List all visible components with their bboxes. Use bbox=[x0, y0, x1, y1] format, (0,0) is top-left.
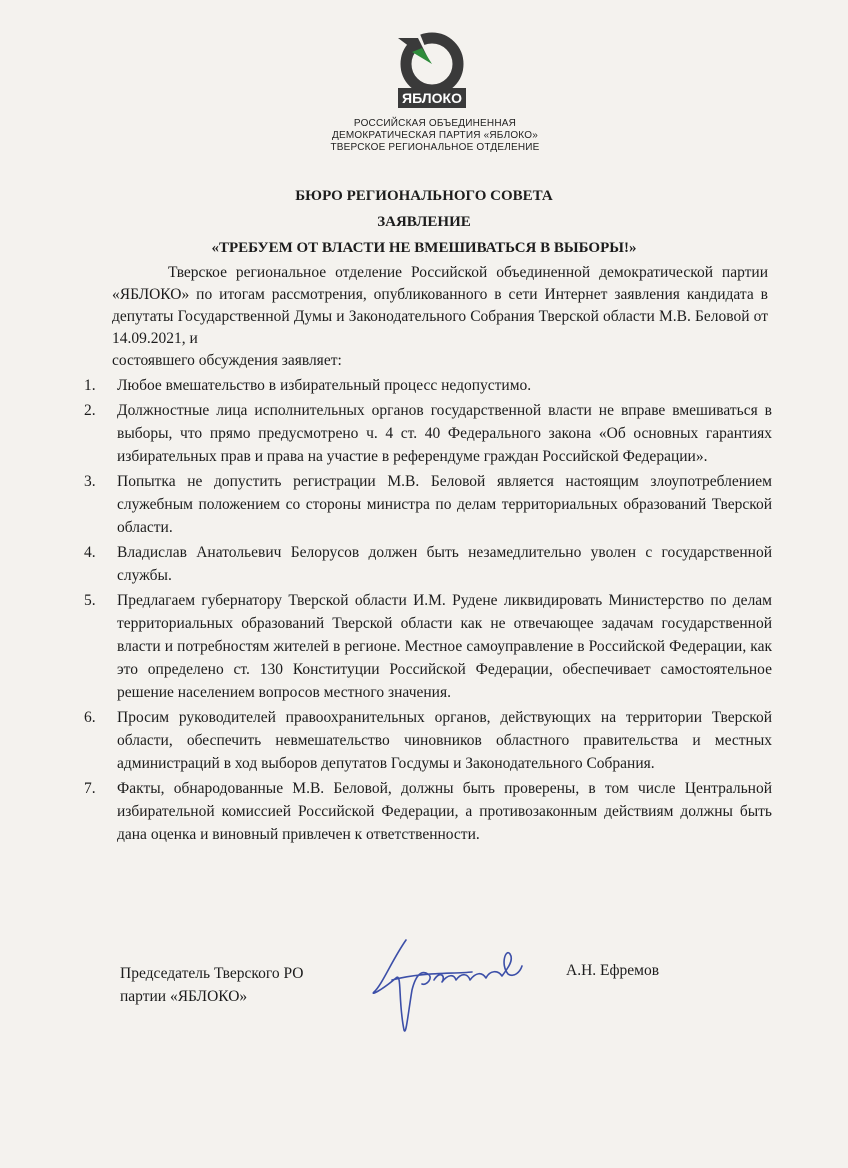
list-item bbox=[84, 470, 772, 539]
intro-paragraph bbox=[112, 262, 768, 372]
signer-title-line: Председатель Тверского РО bbox=[120, 965, 304, 982]
org-line: ТВЕРСКОЕ РЕГИОНАЛЬНОЕ ОТДЕЛЕНИЕ bbox=[330, 142, 540, 153]
bureau-heading: БЮРО РЕГИОНАЛЬНОГО СОВЕТА bbox=[295, 188, 553, 204]
list-item bbox=[84, 706, 772, 775]
list-item bbox=[84, 399, 772, 468]
item-text: Владислав Анатольевич Белорусов должен быть незамедлительно уволен с государственной службы. bbox=[117, 544, 772, 584]
logo-text: ЯБЛОКО bbox=[402, 90, 462, 106]
list-item bbox=[84, 589, 772, 704]
item-number: 2. bbox=[84, 402, 96, 419]
intro-text: Тверское региональное отделение Российской объединенной демократической партии «ЯБЛОКО» по итогам рассмотрения, опубликованного в сети Интернет заявления кандидата в депутаты Государственной Думы и Законодательного Собрания Тверской области М.В. Беловой от 14.09.2021, и bbox=[112, 264, 768, 347]
item-text: Любое вмешательство в избирательный процесс недопустимо. bbox=[117, 377, 532, 394]
yabloko-logo bbox=[392, 30, 472, 112]
signer-title-line: партии «ЯБЛОКО» bbox=[120, 988, 248, 1005]
item-number: 4. bbox=[84, 544, 96, 561]
signer-title bbox=[120, 962, 360, 1008]
list-item bbox=[84, 374, 772, 397]
signer-name: А.Н. Ефремов bbox=[566, 962, 660, 979]
item-text: Факты, обнародованные М.В. Беловой, должны быть проверены, в том числе Центральной избирательной комиссией Российской Федерации, а противозаконным действиям должны быть дана оценка и виновный привлечен к ответственности. bbox=[117, 780, 772, 843]
item-text: Предлагаем губернатору Тверской области И.М. Рудене ликвидировать Министерство по делам территориальных образований Тверской области как не отвечающее задачам государственной власти и потребностям жителей в регионе. Местное самоуправление в Российской Федерации, как это определено ст. 130 Конституции Российской Федерации, обеспечивает самостоятельное решение населением вопросов местного значения. bbox=[117, 592, 772, 701]
org-line: ДЕМОКРАТИЧЕСКАЯ ПАРТИЯ «ЯБЛОКО» bbox=[332, 130, 538, 141]
list-item bbox=[84, 541, 772, 587]
organization-name bbox=[280, 118, 590, 154]
item-text: Просим руководителей правоохранительных органов, действующих на территории Тверской области, обеспечить невмешательство чиновников областного правительства и местных администраций в ход выборов депутатов Госдумы и Законодательного Собрания. bbox=[117, 709, 772, 772]
statement-heading: ЗАЯВЛЕНИЕ bbox=[377, 214, 471, 230]
item-number: 1. bbox=[84, 377, 96, 394]
item-number: 5. bbox=[84, 592, 96, 609]
item-number: 3. bbox=[84, 473, 96, 490]
org-line: РОССИЙСКАЯ ОБЪЕДИНЕННАЯ bbox=[353, 118, 517, 129]
statement-list bbox=[84, 374, 772, 848]
handwritten-signature bbox=[362, 930, 542, 1040]
item-number: 7. bbox=[84, 780, 96, 797]
item-text: Попытка не допустить регистрации М.В. Беловой является настоящим злоупотреблением служебным положением со стороны министра по делам территориальных образований Тверской области. bbox=[117, 473, 772, 536]
item-text: Должностные лица исполнительных органов государственной власти не вправе вмешиваться в выборы, что прямо предусмотрено ч. 4 ст. 40 Федерального закона «Об основных гарантиях избирательных прав и права на участие в референдуме граждан Российской Федерации». bbox=[117, 402, 772, 465]
intro-text-last: состоявшего обсуждения заявляет: bbox=[112, 352, 342, 369]
item-number: 6. bbox=[84, 709, 96, 726]
list-item bbox=[84, 777, 772, 846]
statement-title: «ТРЕБУЕМ ОТ ВЛАСТИ НЕ ВМЕШИВАТЬСЯ В ВЫБОРЫ!» bbox=[211, 240, 637, 256]
